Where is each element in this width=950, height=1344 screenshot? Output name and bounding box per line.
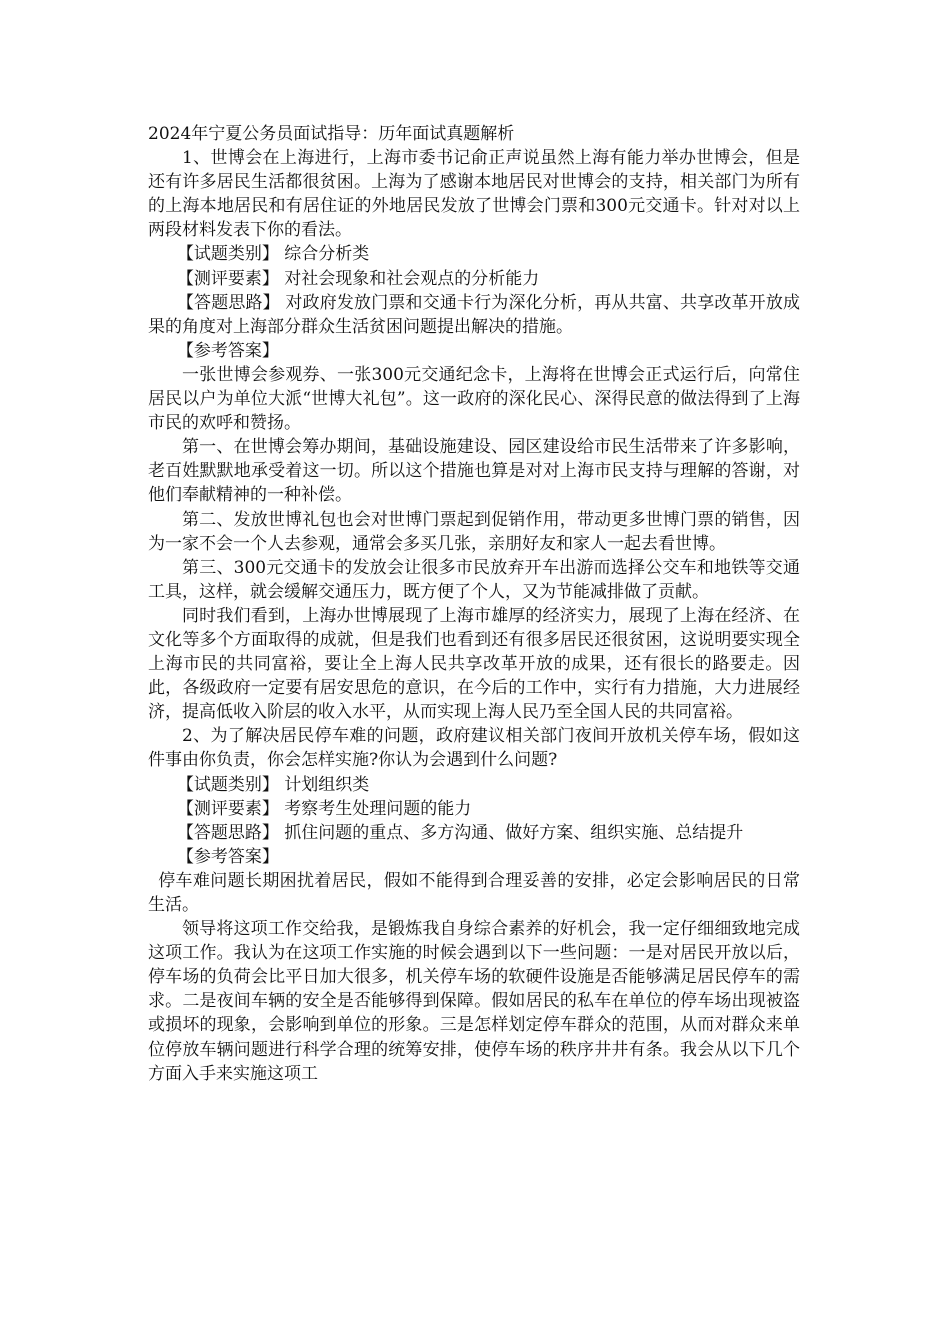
question-1-answer-paragraph: 第二、发放世博礼包也会对世博门票起到促销作用，带动更多世博门票的销售，因为一家不会一个人去参观，通常会多买几张，亲朋好友和家人一起去看世博。 [148,509,800,554]
question-2-category: 【试题类别】 计划组织类 [176,774,370,795]
question-2-approach: 【答题思路】 抓住问题的重点、多方沟通、做好方案、组织实施、总结提升 [176,822,744,843]
question-2-answer-label: 【参考答案】 [176,846,279,867]
question-2-answer-paragraph: 停车难问题长期困扰着居民，假如不能得到合理妥善的安排，必定会影响居民的日常生活。 [148,870,800,915]
question-2-text: 2、为了解决居民停车难的问题，政府建议相关部门夜间开放机关停车场，假如这件事由你负责，你会怎样实施?你认为会遇到什么问题? [148,726,800,771]
question-1-text: 1、世博会在上海进行，上海市委书记俞正声说虽然上海有能力举办世博会，但是还有许多居民生活都很贫困。上海为了感谢本地居民对世博会的支持，相关部门为所有的上海本地居民和有居住证的外地居民发放了世博会门票和300元交通卡。针对对以上两段材料发表下你的看法。 [148,148,800,241]
question-1-answer-label: 【参考答案】 [176,340,279,361]
question-1-answer-paragraph: 第三、300元交通卡的发放会让很多市民放弃开车出游而选择公交车和地铁等交通工具，这样，就会缓解交通压力，既方便了个人，又为节能减排做了贡献。 [148,557,800,602]
question-1-answer-paragraph: 同时我们看到，上海办世博展现了上海市雄厚的经济实力，展现了上海在经济、在文化等多个方面取得的成就，但是我们也看到还有很多居民还很贫困，这说明要实现全上海市民的共同富裕，要让全上海人民共享改革开放的成果，还有很长的路要走。因此，各级政府一定要有居安思危的意识，在今后的工作中，实行有力措施，大力进展经济，提高低收入阶层的收入水平，从而实现上海人民乃至全国人民的共同富裕。 [148,605,800,723]
document-title: 2024年宁夏公务员面试指导：历年面试真题解析 [148,124,515,144]
document-page [148,122,800,1086]
question-1-answer-paragraph: 一张世博会参观券、一张300元交通纪念卡，上海将在世博会正式运行后，向常住居民以户为单位大派“世博大礼包”。这一政府的深化民心、深得民意的做法得到了上海市民的欢呼和赞扬。 [148,364,800,434]
question-1-approach: 【答题思路】 对政府发放门票和交通卡行为深化分析，再从共富、共享改革开放成果的角度对上海部分群众生活贫困问题提出解决的措施。 [148,292,800,337]
question-1-elements: 【测评要素】 对社会现象和社会观点的分析能力 [176,268,540,289]
question-1-category: 【试题类别】 综合分析类 [176,244,370,265]
question-2-answer-paragraph: 领导将这项工作交给我，是锻炼我自身综合素养的好机会，我一定仔细细致地完成这项工作。我认为在这项工作实施的时候会遇到以下一些问题：一是对居民开放以后，停车场的负荷会比平日加大很多，机关停车场的软硬件设施是否能够满足居民停车的需求。二是夜间车辆的安全是否能够得到保障。假如居民的私车在单位的停车场出现被盗或损坏的现象，会影响到单位的形象。三是怎样划定停车群众的范围，从而对群众来单位停放车辆问题进行科学合理的统筹安排，使停车场的秩序井井有条。我会从以下几个方面入手来实施这项工 [148,919,800,1084]
question-2-elements: 【测评要素】 考察考生处理问题的能力 [176,798,472,819]
question-1-answer-paragraph: 第一、在世博会筹办期间，基础设施建设、园区建设给市民生活带来了许多影响，老百姓默默地承受着这一切。所以这个措施也算是对对上海市民支持与理解的答谢，对他们奉献精神的一种补偿。 [148,437,800,506]
